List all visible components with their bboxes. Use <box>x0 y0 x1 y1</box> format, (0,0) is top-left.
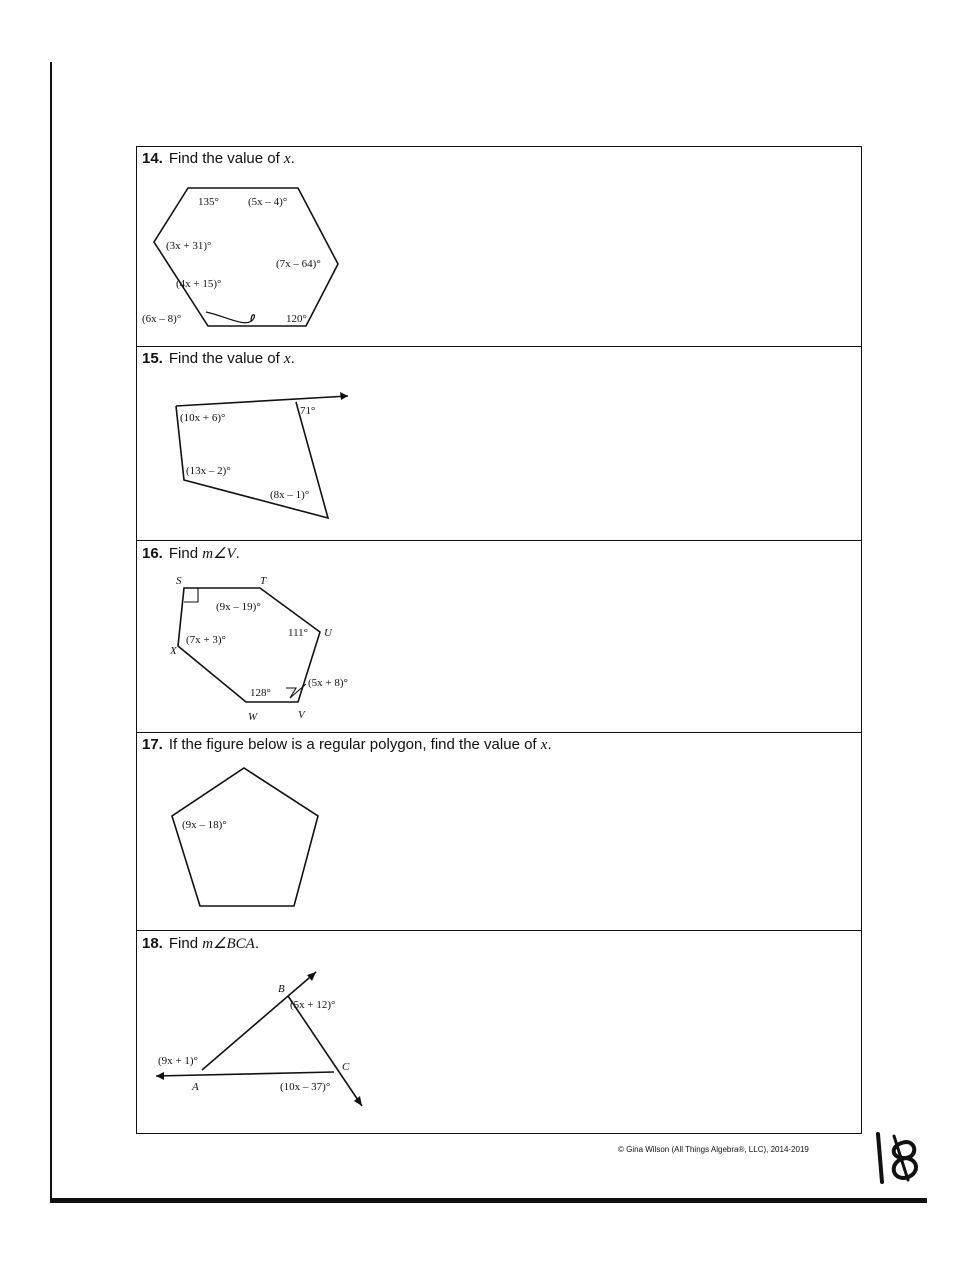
prompt-end: . <box>290 350 295 367</box>
hexagon-angle-label: (9x – 19)° <box>216 601 261 613</box>
prompt-math: m∠V <box>202 546 236 562</box>
arrowhead <box>340 392 348 400</box>
problem-number: 15. <box>142 350 163 367</box>
triangle-angle-label: (9x + 1)° <box>158 1055 198 1067</box>
problem-14 <box>136 146 862 347</box>
hexagon-angle-label: 128° <box>250 687 271 699</box>
prompt-text: Find the value of <box>168 150 284 167</box>
worksheet <box>136 146 862 1134</box>
vertex-label: T <box>260 575 267 587</box>
problem-15 <box>136 346 862 541</box>
arrowhead <box>156 1072 164 1080</box>
hexagon-label: 135° <box>198 196 219 208</box>
hexagon-label: (7x – 64)° <box>276 258 321 270</box>
prompt-end: . <box>254 935 260 952</box>
vertex-label: A <box>192 1081 199 1093</box>
prompt-text: Find <box>168 935 203 952</box>
prompt-math: x <box>283 351 291 367</box>
arrowhead <box>354 1096 362 1106</box>
quadrilateral-diagram <box>136 346 862 540</box>
pentagon-shape <box>172 768 318 906</box>
vertex-label: V <box>298 709 305 721</box>
hexagon-angle-label: (5x + 8)° <box>308 677 348 689</box>
prompt-end: . <box>235 545 240 562</box>
angle-pointer <box>290 684 306 698</box>
line-ca-extended <box>156 1072 334 1076</box>
vertex-label: B <box>278 983 285 995</box>
quadrilateral-label: 71° <box>300 405 316 417</box>
vertex-label: W <box>248 711 258 723</box>
prompt-end: . <box>290 150 295 167</box>
problem-number: 14. <box>142 150 163 167</box>
problem-number: 18. <box>142 935 163 952</box>
right-angle-mark <box>184 588 198 602</box>
prompt-text: Find the value of <box>168 350 284 367</box>
angle-arrow <box>206 312 254 323</box>
quadrilateral-label: (8x – 1)° <box>270 489 310 501</box>
scan-edge-left <box>50 62 52 1202</box>
prompt-text: Find <box>168 545 203 562</box>
handwritten-page-number <box>868 1128 928 1188</box>
arrowhead <box>307 972 316 981</box>
problem-17 <box>136 732 862 931</box>
handwritten-stroke-1 <box>878 1134 882 1182</box>
prompt-math: m∠BCA <box>202 936 255 952</box>
hexagon-label: (3x + 31)° <box>166 240 212 252</box>
hexagon-label: (4x + 15)° <box>176 278 222 290</box>
pentagon-label: (9x – 18)° <box>182 819 227 831</box>
line-ab-extended <box>202 972 316 1070</box>
hexagon-label: (6x – 8)° <box>142 313 182 325</box>
problem-number: 16. <box>142 545 163 562</box>
prompt-end: . <box>547 736 552 753</box>
hexagon-shape <box>154 188 338 326</box>
hexagon-label: (5x – 4)° <box>248 196 288 208</box>
hexagon-diagram <box>136 146 862 346</box>
prompt-text: If the figure below is a regular polygon, find the value of <box>168 736 541 753</box>
extended-side <box>176 396 348 406</box>
hexagon-label: 120° <box>286 313 307 325</box>
vertex-label: X <box>170 645 177 657</box>
triangle-diagram <box>136 930 862 1134</box>
hexagon-angle-label: 111° <box>288 627 309 639</box>
pentagon-diagram <box>136 732 862 930</box>
problem-number: 17. <box>142 736 163 753</box>
hexagon-angle-label: (7x + 3)° <box>186 634 226 646</box>
problem-18 <box>136 930 862 1134</box>
hexagon-stuvwx-diagram <box>136 540 862 732</box>
triangle-angle-label: (10x – 37)° <box>280 1081 331 1093</box>
triangle-angle-label: (5x + 12)° <box>290 999 336 1011</box>
vertex-label: U <box>324 627 332 639</box>
prompt-math: x <box>283 151 291 167</box>
quadrilateral-label: (13x – 2)° <box>186 465 231 477</box>
copyright-notice: © Gina Wilson (All Things Algebra®, LLC), 2014-2019 <box>618 1145 809 1154</box>
quadrilateral-label: (10x + 6)° <box>180 412 226 424</box>
scan-edge-bottom <box>50 1198 927 1203</box>
problem-16 <box>136 540 862 733</box>
vertex-label: S <box>176 575 182 587</box>
vertex-label: C <box>342 1061 350 1073</box>
prompt-math: x <box>540 737 548 753</box>
